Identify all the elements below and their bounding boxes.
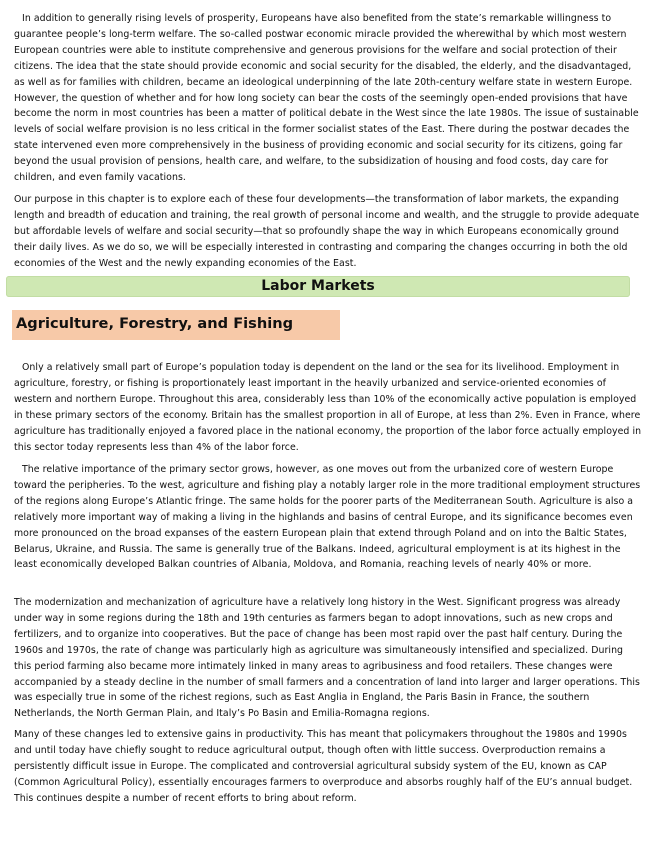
section-title: Labor Markets (261, 278, 375, 294)
section-heading-band (6, 276, 630, 297)
body-paragraph-4: Many of these changes led to extensive gains in productivity. This has meant that policymakers throughout the 1980s and 1990s and until today have chiefly sought to reduce agricultural output, though often with little success. Overproduction remains a persistently difficult issue in Europe. The complicated and controversial agricultural subsidy system of the EU, known as CAP (Common Agricultural Policy), essentially encourages farmers to overproduce and absorbs roughly half of the EU’s annual budget. This continues despite a number of recent efforts to bring about reform. (14, 729, 633, 804)
body-paragraph-1: Only a relatively small part of Europe’s population today is dependent on the land or the sea for its livelihood. Employment in agriculture, forestry, or fishing is proportionately least important in the heavily urbanized and service-oriented economies of western and northern Europe. Throughout this area, considerably less than 10% of the economically active population is employed in these primary sectors of the economy. Britain has the smallest proportion in all of Europe, at less than 2%. Even in France, where agriculture has traditionally enjoyed a favored place in the national economy, the proportion of the labor force actually employed in this sector today represents less than 4% of the labor force. (14, 362, 642, 453)
subsection-heading-band (12, 310, 340, 340)
subsection-title: Agriculture, Forestry, and Fishing (16, 315, 294, 332)
body-paragraph-3: The modernization and mechanization of agriculture have a relatively long history in the West. Significant progress was already under way in some regions during the 18th and 19th centuries as farmers began to adopt innovations, such as new crops and fertilizers, and to organize into cooperatives. But the pace of change has been most rapid over the past half century. During the 1960s and 1970s, the rate of change was particularly high as agriculture was simultaneously intensified and specialized. During this period farming also became more intimately linked in many areas to agribusiness and food retailers. These changes were accompanied by a steady decline in the number of small farmers and a concentration of land into larger and larger operations. This was especially true in some of the richest regions, such as East Anglia in England, the Paris Basin in France, the southern Netherlands, the North German Plain, and Italy’s Po Basin and Emilia-Romagna regions. (14, 597, 640, 720)
intro-paragraph-1: In addition to generally rising levels of prosperity, Europeans have also benefited from the state’s remarkable willingness to guarantee people’s long-term welfare. The so-called postwar economic miracle provided the wherewithal by which most western European countries were able to institute comprehensive and generous provisions for the welfare and social protection of their citizens. The idea that the state should provide economic and social security for the disabled, the elderly, and the disadvantaged, as well as for families with children, became an ideological underpinning of the late 20th-century welfare state in western Europe. However, the question of whether and for how long society can bear the costs of the seemingly open-ended provisions that have become the norm in most countries has been a matter of political debate in the West since the late 1980s. The issue of sustainable levels of social welfare provision is no less critical in the former socialist states of the East. There during the postwar decades the state intervened even more comprehensively in the business of providing economic and social security for its citizens, going far beyond the usual provision of pensions, health care, and welfare, to the subsidization of housing and food costs, day care for children, and even family vacations. (14, 13, 639, 184)
intro-paragraph-2: Our purpose in this chapter is to explore each of these four developments—the transformation of labor markets, the expanding length and breadth of education and training, the real growth of personal income and wealth, and the struggle to provide adequate but affordable levels of welfare and social security—that so profoundly shape the way in which Europeans economically ground their daily lives. As we do so, we will be especially interested in contrasting and comparing the changes occurring in both the old economies of the West and the newly expanding economies of the East. (14, 194, 640, 269)
body-paragraph-2: The relative importance of the primary sector grows, however, as one moves out from the urbanized core of western Europe toward the peripheries. To the west, agriculture and fishing play a notably larger role in the more traditional employment structures of the regions along Europe’s Atlantic fringe. The same holds for the poorer parts of the Mediterranean South. Agriculture is also a relatively more important way of making a living in the highlands and basins of central Europe, and its significance becomes even more pronounced on the broad expanses of the eastern European plain that extend through Poland and on into the Baltic States, Belarus, Ukraine, and Russia. The same is generally true of the Balkans. Indeed, agricultural employment is at its highest in the least economically developed Balkan countries of Albania, Moldova, and Romania, reaching levels of nearly 40% or more. (14, 464, 641, 571)
